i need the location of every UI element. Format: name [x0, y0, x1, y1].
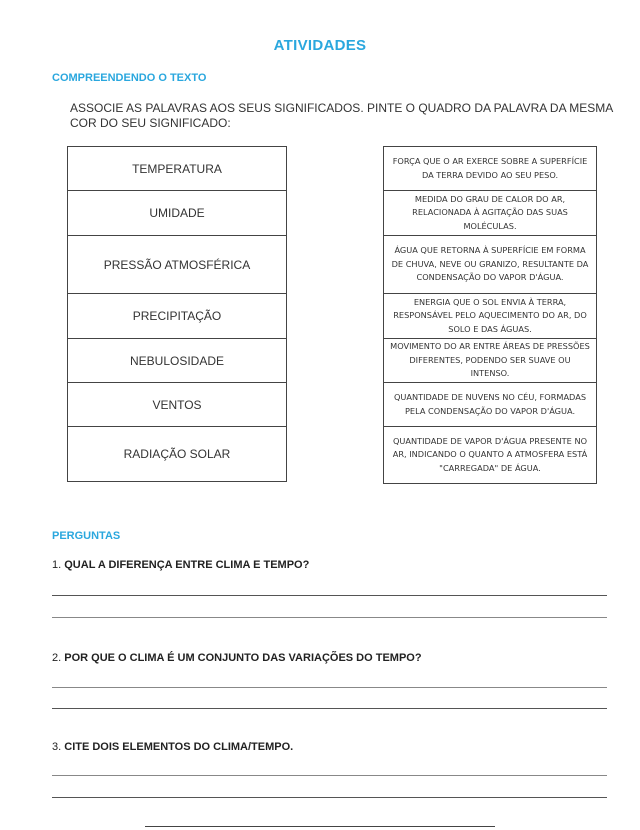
- meaning-cell[interactable]: [384, 294, 596, 339]
- meaning-cell[interactable]: [384, 339, 596, 383]
- answer-line[interactable]: [52, 775, 607, 776]
- footer-divider: [145, 826, 495, 827]
- meanings-table: [383, 146, 597, 484]
- answer-line[interactable]: [52, 595, 607, 596]
- meaning-text: MEDIDA DO GRAU DE CALOR DO AR, RELACIONADA À AGITAÇÃO DAS SUAS MOLÉCULAS.: [412, 193, 568, 231]
- word-cell[interactable]: [68, 191, 286, 236]
- answer-line[interactable]: [52, 708, 607, 709]
- meaning-cell[interactable]: [384, 236, 596, 294]
- meaning-text: FORÇA QUE O AR EXERCE SOBRE A SUPERFÍCIE DA TERRA DEVIDO AO SEU PESO.: [392, 156, 588, 180]
- word-label: NEBULOSIDADE: [129, 353, 225, 368]
- answer-line[interactable]: [52, 617, 607, 618]
- question-3: [52, 741, 293, 753]
- word-cell[interactable]: [68, 383, 286, 427]
- meaning-text: ENERGIA QUE O SOL ENVIA À TERRA, RESPONSÁVEL PELO AQUECIMENTO DO AR, DO SOLO E DAS ÁGUAS.: [393, 296, 587, 334]
- section-heading-compreendendo: COMPREENDENDO O TEXTO: [52, 72, 207, 84]
- meaning-text: ÁGUA QUE RETORNA À SUPERFÍCIE EM FORMA DE CHUVA, NEVE OU GRANIZO, RESULTANTE DA CONDENSAÇÃO DO VAPOR D'ÁGUA.: [391, 245, 589, 283]
- word-label: PRESSÃO ATMOSFÉRICA: [103, 257, 251, 272]
- question-number: 3.: [52, 741, 62, 753]
- word-label: TEMPERATURA: [132, 161, 222, 176]
- answer-line[interactable]: [52, 687, 607, 688]
- question-2: [52, 652, 422, 664]
- answer-line[interactable]: [52, 797, 607, 798]
- meaning-cell[interactable]: [384, 191, 596, 236]
- word-cell[interactable]: [68, 147, 286, 191]
- word-label: RADIAÇÃO SOLAR: [123, 447, 231, 461]
- meaning-text: QUANTIDADE DE NUVENS NO CÉU, FORMADAS PELA CONDENSAÇÃO DO VAPOR D'ÁGUA.: [393, 392, 587, 416]
- meaning-cell[interactable]: [384, 383, 596, 427]
- word-cell[interactable]: [68, 294, 286, 339]
- meaning-cell[interactable]: [384, 427, 596, 483]
- meaning-text: MOVIMENTO DO AR ENTRE ÁREAS DE PRESSÕES DIFERENTES, PODENDO SER SUAVE OU INTENSO.: [390, 341, 590, 379]
- question-text: POR QUE O CLIMA É UM CONJUNTO DAS VARIAÇÕES DO TEMPO?: [64, 652, 422, 664]
- question-text: QUAL A DIFERENÇA ENTRE CLIMA E TEMPO?: [64, 559, 310, 571]
- word-label: VENTOS: [152, 397, 202, 412]
- words-table: [67, 146, 287, 482]
- question-number: 1.: [52, 559, 62, 571]
- question-number: 2.: [52, 652, 62, 664]
- page-title: ATIVIDADES: [273, 37, 367, 54]
- meaning-cell[interactable]: [384, 147, 596, 191]
- question-text: CITE DOIS ELEMENTOS DO CLIMA/TEMPO.: [64, 741, 294, 753]
- word-label: UMIDADE: [149, 206, 205, 220]
- word-cell[interactable]: [68, 339, 286, 383]
- word-label: PRECIPITAÇÃO: [132, 309, 222, 323]
- question-1: [52, 559, 309, 571]
- instructions-text: ASSOCIE AS PALAVRAS AOS SEUS SIGNIFICADOS. PINTE O QUADRO DA PALAVRA DA MESMA COR DO SEU SIGNIFICADO:: [70, 101, 613, 130]
- word-cell[interactable]: [68, 236, 286, 294]
- word-cell[interactable]: [68, 427, 286, 481]
- meaning-text: QUANTIDADE DE VAPOR D'ÁGUA PRESENTE NO AR, INDICANDO O QUANTO A ATMOSFERA ESTÁ "CARREGADA" DE ÁGUA.: [392, 435, 588, 473]
- section-heading-perguntas: PERGUNTAS: [52, 530, 121, 542]
